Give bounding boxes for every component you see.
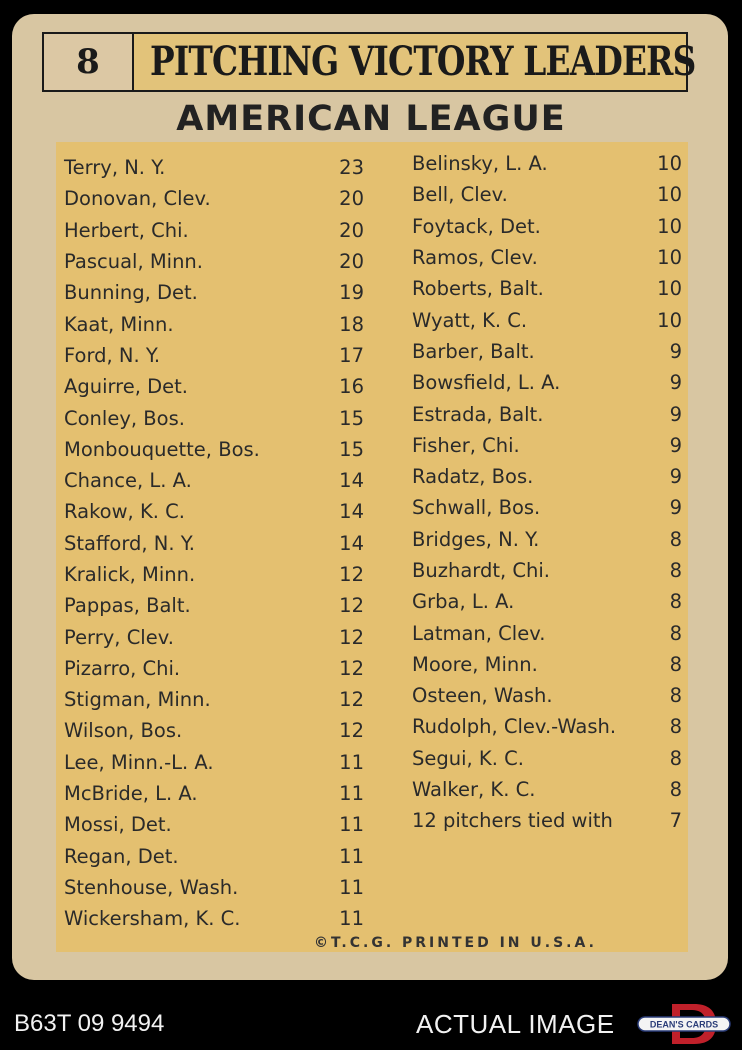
pitcher-name: Schwall, Bos. [412, 496, 541, 520]
leader-row [64, 715, 364, 746]
pitcher-name: Chance, L. A. [64, 469, 192, 493]
leader-row [412, 492, 682, 523]
svg-text:DEAN'S CARDS: DEAN'S CARDS [649, 1019, 719, 1030]
leader-row [412, 774, 682, 805]
win-count: 11 [339, 907, 364, 931]
pitcher-name: Walker, K. C. [412, 778, 536, 802]
win-count: 12 [339, 625, 364, 649]
win-count: 17 [339, 343, 364, 367]
left-leaders-column [64, 152, 364, 934]
pitcher-name: Ford, N. Y. [64, 343, 161, 367]
win-count: 20 [339, 218, 364, 242]
leader-row [412, 211, 682, 242]
pitcher-name: Wickersham, K. C. [64, 907, 241, 931]
leader-row [412, 805, 682, 836]
leader-row [64, 528, 364, 559]
win-count: 11 [339, 875, 364, 899]
leader-row [64, 778, 364, 809]
pitcher-name: Stafford, N. Y. [64, 531, 195, 555]
leader-row [64, 152, 364, 183]
pitcher-name: Buzhardt, Chi. [412, 559, 550, 582]
pitcher-name: Pascual, Minn. [64, 250, 203, 274]
win-count: 12 [339, 656, 364, 680]
pitcher-name: Conley, Bos. [64, 406, 185, 430]
deans-cards-logo [636, 1002, 732, 1046]
pitcher-name: Kaat, Minn. [64, 312, 174, 336]
win-count: 9 [669, 339, 682, 363]
leader-row [412, 586, 682, 617]
pitcher-name: Aguirre, Det. [64, 375, 189, 399]
win-count: 9 [669, 433, 682, 457]
win-count: 11 [339, 750, 364, 774]
leader-row [64, 496, 364, 527]
win-count: 10 [657, 152, 682, 176]
win-count: 9 [669, 371, 682, 395]
leader-row [412, 398, 682, 429]
pitcher-name: Stenhouse, Wash. [64, 875, 239, 899]
pitcher-name: Donovan, Clev. [64, 187, 211, 211]
win-count: 12 [339, 563, 364, 586]
win-count: 12 [339, 719, 364, 743]
leader-row [412, 649, 682, 680]
leader-row [412, 617, 682, 648]
leader-row [412, 179, 682, 210]
leader-row [412, 524, 682, 555]
pitcher-name: Belinsky, L. A. [412, 152, 548, 176]
pitcher-name: Bell, Clev. [412, 183, 508, 207]
card-number: 8 [42, 32, 134, 92]
win-count: 18 [339, 312, 364, 336]
listing-footer [0, 996, 742, 1050]
pitcher-name: Monbouquette, Bos. [64, 437, 260, 461]
leader-row [64, 183, 364, 214]
pitcher-name: Estrada, Balt. [412, 402, 544, 426]
leader-row [64, 402, 364, 433]
printer-line: ©T.C.G. PRINTED IN U.S.A. [314, 935, 597, 951]
leader-row [64, 340, 364, 371]
win-count: 8 [669, 778, 682, 802]
pitcher-name: Pappas, Balt. [64, 594, 191, 618]
leader-row [412, 148, 682, 179]
leader-row [64, 559, 364, 590]
pitcher-name: Pizarro, Chi. [64, 656, 181, 680]
pitcher-name: Ramos, Clev. [412, 246, 538, 270]
win-count: 23 [339, 156, 364, 180]
leader-row [412, 273, 682, 304]
win-count: 19 [339, 281, 364, 305]
pitcher-name: Wyatt, K. C. [412, 308, 528, 332]
pitcher-name: Herbert, Chi. [64, 218, 189, 242]
win-count: 10 [657, 246, 682, 270]
pitcher-name: Foytack, Det. [412, 214, 541, 238]
leader-row [64, 371, 364, 402]
win-count: 8 [669, 746, 682, 770]
leader-row [64, 277, 364, 308]
win-count: 7 [669, 809, 682, 833]
win-count: 8 [669, 590, 682, 614]
pitcher-name: Moore, Minn. [412, 652, 538, 676]
win-count: 8 [669, 621, 682, 645]
pitcher-name: Osteen, Wash. [412, 684, 553, 708]
pitcher-name: Bridges, N. Y. [412, 527, 540, 551]
pitcher-name: McBride, L. A. [64, 782, 198, 806]
win-count: 9 [669, 496, 682, 520]
pitcher-name: Fisher, Chi. [412, 433, 520, 457]
pitcher-name: Rudolph, Clev.-Wash. [412, 715, 617, 739]
win-count: 12 [339, 688, 364, 712]
win-count: 8 [669, 559, 682, 582]
win-count: 9 [669, 465, 682, 489]
win-count: 20 [339, 187, 364, 211]
win-count: 16 [339, 375, 364, 399]
leader-row [412, 743, 682, 774]
leader-row [64, 841, 364, 872]
pitcher-name: Mossi, Det. [64, 813, 172, 837]
pitcher-name: Bunning, Det. [64, 281, 198, 305]
pitcher-name: Terry, N. Y. [64, 156, 166, 180]
catalog-id: B63T 09 9494 [14, 1010, 165, 1037]
win-count: 14 [339, 469, 364, 493]
leader-row [412, 680, 682, 711]
leader-row [64, 246, 364, 277]
leader-row [412, 304, 682, 335]
win-count: 10 [657, 183, 682, 207]
leader-row [412, 367, 682, 398]
leader-row [64, 684, 364, 715]
leader-row [64, 215, 364, 246]
win-count: 11 [339, 782, 364, 806]
leader-row [64, 465, 364, 496]
leader-row [64, 809, 364, 840]
leader-row [412, 711, 682, 742]
win-count: 14 [339, 531, 364, 555]
leader-row [64, 434, 364, 465]
win-count: 11 [339, 813, 364, 837]
win-count: 8 [669, 684, 682, 708]
pitcher-name: Kralick, Minn. [64, 563, 196, 586]
pitcher-name: Bowsfield, L. A. [412, 371, 561, 395]
league-heading: AMERICAN LEAGUE [176, 99, 566, 139]
win-count: 14 [339, 500, 364, 524]
win-count: 15 [339, 406, 364, 430]
pitcher-name: 12 pitchers tied with [412, 809, 613, 833]
win-count: 9 [669, 402, 682, 426]
win-count: 20 [339, 250, 364, 274]
right-leaders-column [412, 148, 682, 837]
card-title: PITCHING VICTORY LEADERS [150, 38, 696, 85]
actual-image-label: ACTUAL IMAGE [416, 1009, 615, 1039]
win-count: 10 [657, 277, 682, 301]
pitcher-name: Wilson, Bos. [64, 719, 183, 743]
pitcher-name: Grba, L. A. [412, 590, 515, 614]
leader-row [64, 621, 364, 652]
pitcher-name: Lee, Minn.-L. A. [64, 750, 214, 774]
leader-row [64, 747, 364, 778]
win-count: 8 [669, 715, 682, 739]
leader-row [412, 430, 682, 461]
win-count: 10 [657, 214, 682, 238]
leader-row [64, 308, 364, 339]
win-count: 8 [669, 527, 682, 551]
pitcher-name: Radatz, Bos. [412, 465, 534, 489]
leader-row [412, 461, 682, 492]
pitcher-name: Rakow, K. C. [64, 500, 185, 524]
pitcher-name: Perry, Clev. [64, 625, 174, 649]
win-count: 8 [669, 652, 682, 676]
win-count: 15 [339, 437, 364, 461]
leader-row [64, 590, 364, 621]
pitcher-name: Latman, Clev. [412, 621, 546, 645]
win-count: 12 [339, 594, 364, 618]
leader-row [412, 242, 682, 273]
leader-row [64, 872, 364, 903]
win-count: 11 [339, 844, 364, 868]
leader-row [412, 336, 682, 367]
pitcher-name: Roberts, Balt. [412, 277, 544, 301]
leader-row [64, 653, 364, 684]
pitcher-name: Regan, Det. [64, 844, 179, 868]
win-count: 10 [657, 308, 682, 332]
pitcher-name: Barber, Balt. [412, 339, 535, 363]
pitcher-name: Stigman, Minn. [64, 688, 211, 712]
pitcher-name: Segui, K. C. [412, 746, 524, 770]
leader-row [412, 555, 682, 586]
